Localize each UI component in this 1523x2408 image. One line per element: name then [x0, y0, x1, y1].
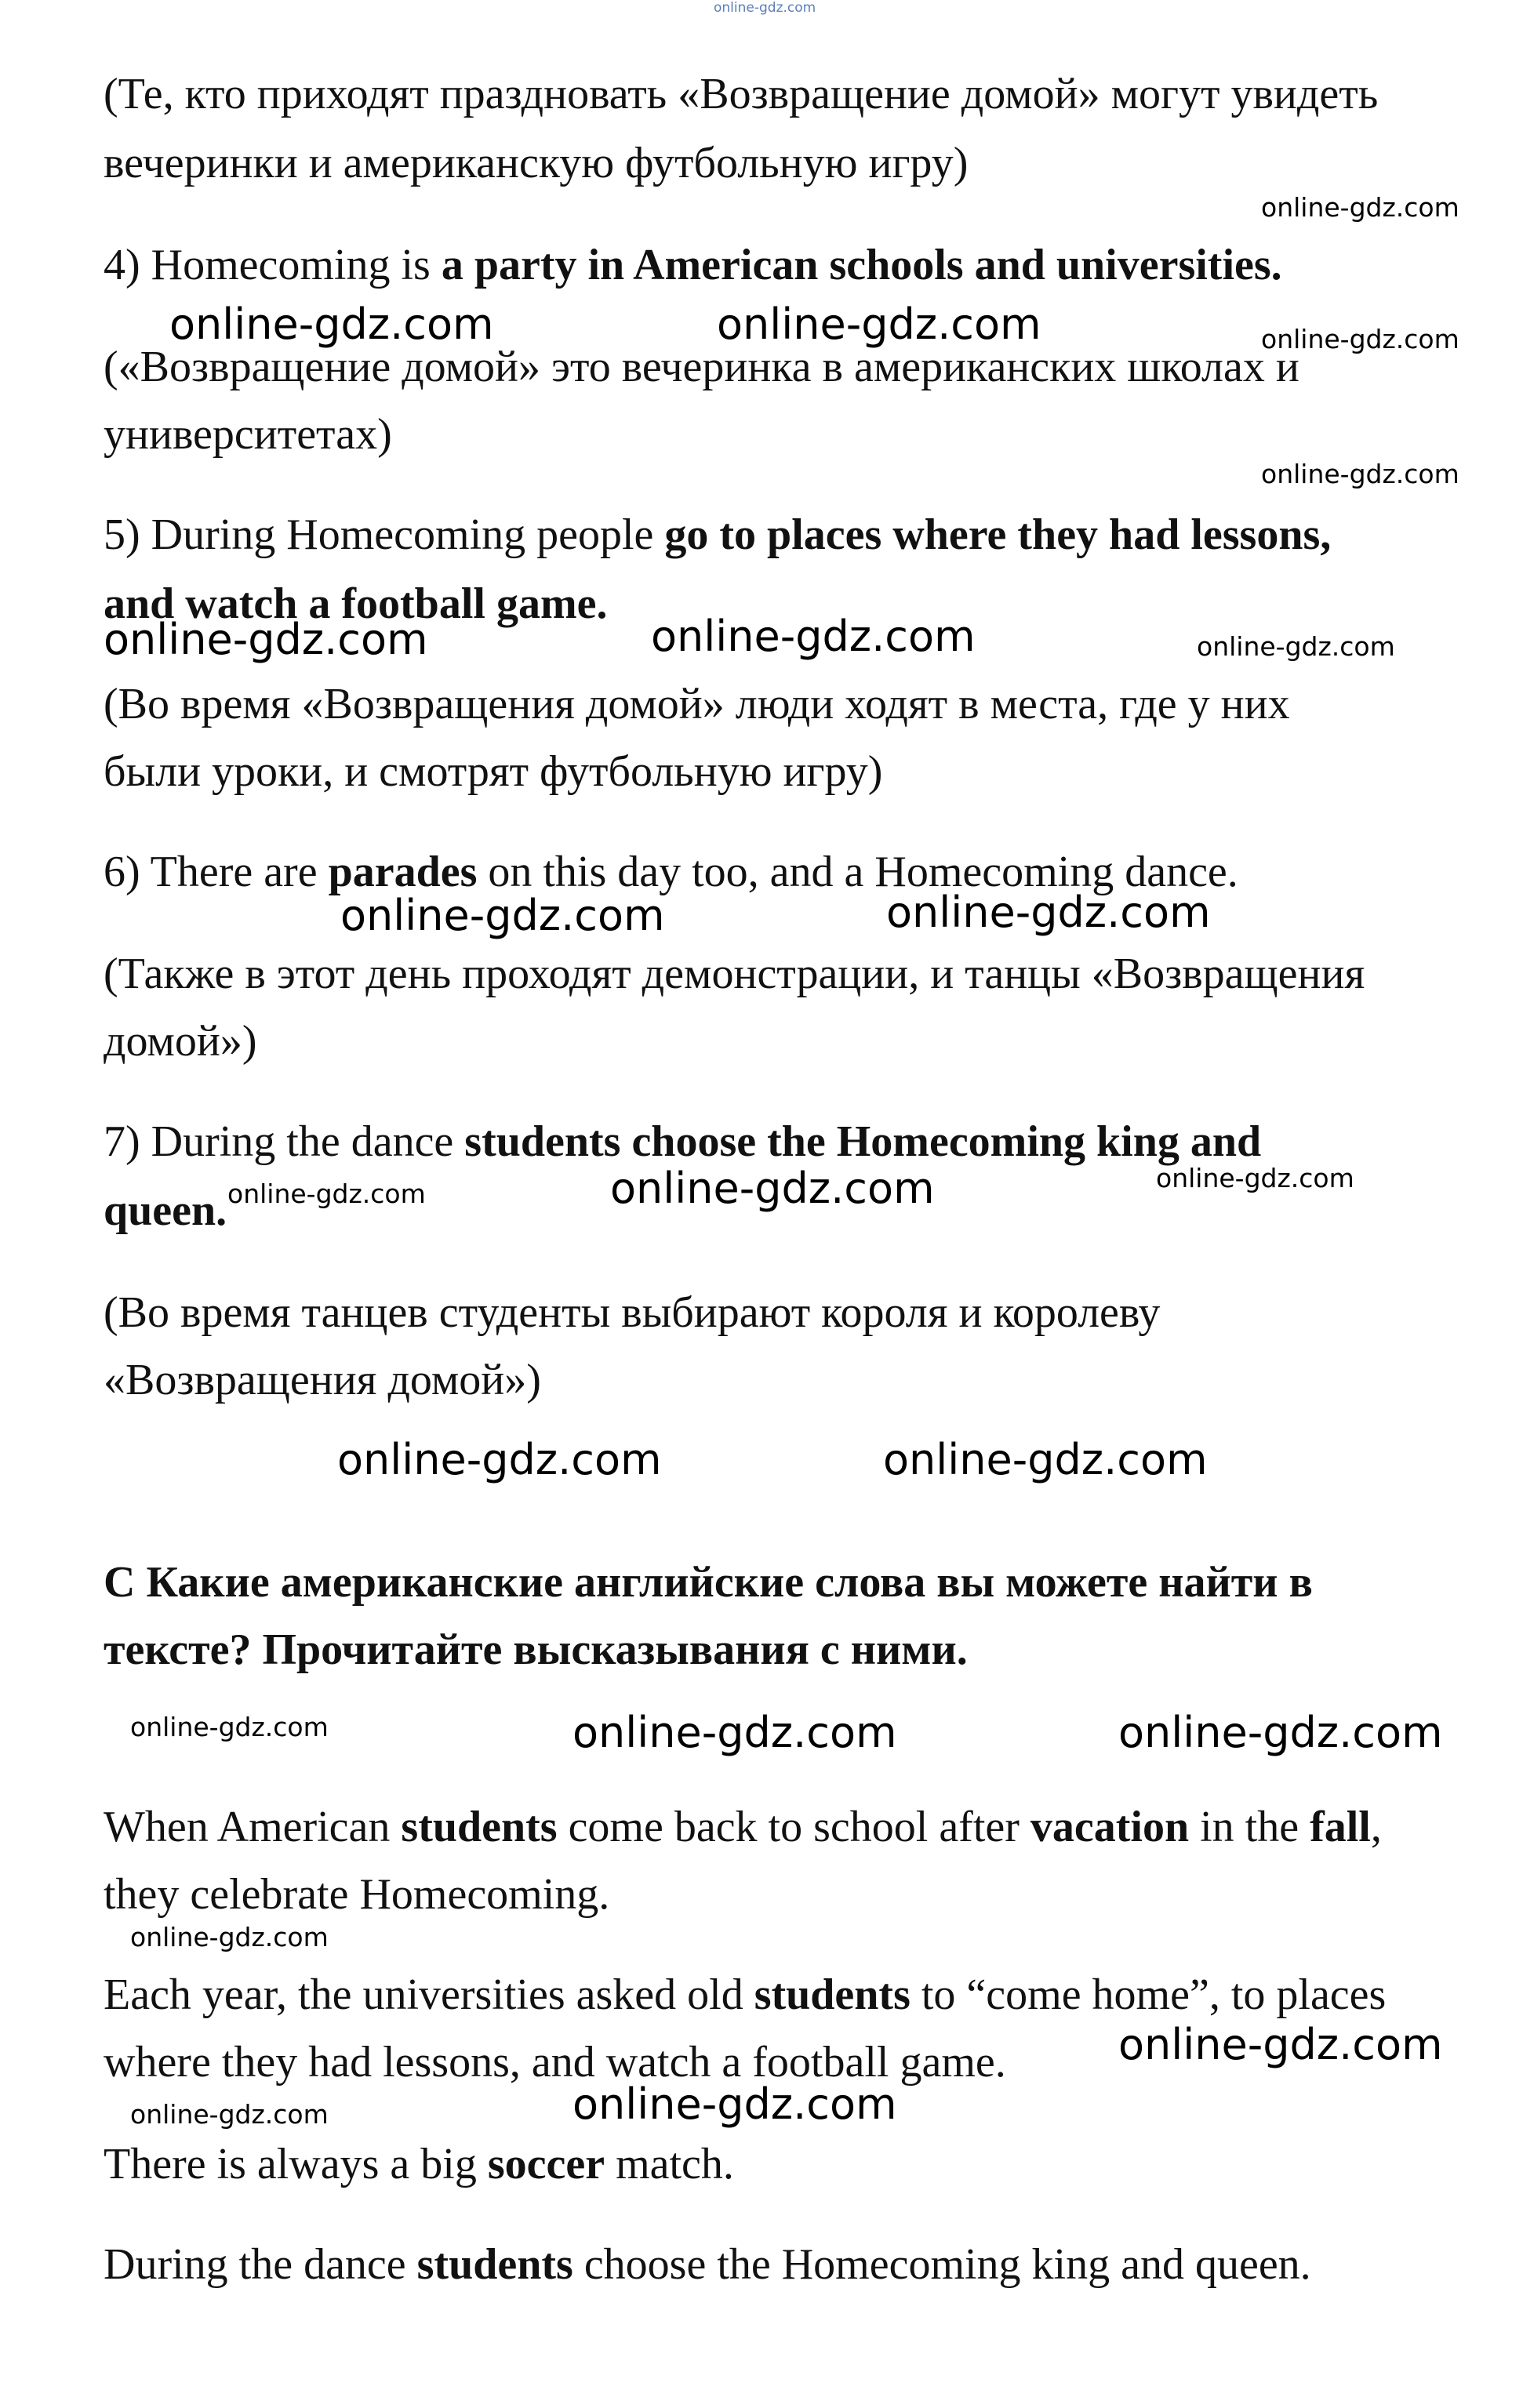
- item4-sentence: 4) Homecoming is a party in American schools and universities.: [104, 241, 1282, 289]
- item7-translation-line2: «Возвращения домой»): [104, 1356, 541, 1404]
- item7-sentence-line2: queen.: [104, 1186, 227, 1235]
- watermark: online-gdz.com: [1261, 192, 1459, 223]
- watermark: online-gdz.com: [340, 891, 665, 940]
- item6-translation-line1: (Также в этот день проходят демонстрации, и танцы «Возвращения: [104, 950, 1365, 998]
- watermark: online-gdz.com: [1197, 631, 1395, 662]
- item3-translation-line1: (Те, кто приходят праздновать «Возвращение домой» могут увидеть: [104, 70, 1379, 118]
- watermark: online-gdz.com: [227, 1179, 426, 1209]
- answer-sentence-1-line2: they celebrate Homecoming.: [104, 1870, 610, 1919]
- watermark: online-gdz.com: [651, 612, 976, 661]
- item5-translation-line2: были уроки, и смотрят футбольную игру): [104, 747, 883, 796]
- watermark: online-gdz.com: [717, 300, 1041, 349]
- answer-sentence-2-line1: Each year, the universities asked old students to “come home”, to places: [104, 1970, 1387, 2019]
- watermark: online-gdz.com: [610, 1164, 935, 1213]
- watermark: online-gdz.com: [104, 615, 428, 664]
- watermark: online-gdz.com: [883, 1435, 1208, 1484]
- section-c-heading-line2: тексте? Прочитайте высказывания с ними.: [104, 1625, 968, 1674]
- watermark: online-gdz.com: [1118, 2020, 1443, 2069]
- watermark: online-gdz.com: [1261, 324, 1459, 354]
- item5-sentence-line1: 5) During Homecoming people go to places where they had lessons,: [104, 510, 1332, 559]
- item6-sentence: 6) There are parades on this day too, and a Homecoming dance.: [104, 848, 1238, 896]
- watermark: online-gdz.com: [572, 2079, 897, 2129]
- answer-sentence-2-line2: where they had lessons, and watch a football game.: [104, 2038, 1006, 2087]
- watermark: online-gdz.com: [169, 300, 494, 349]
- watermark: online-gdz.com: [1261, 459, 1459, 489]
- item7-sentence-line1: 7) During the dance students choose the Homecoming king and: [104, 1117, 1262, 1166]
- item6-translation-line2: домой»): [104, 1017, 257, 1066]
- item7-translation-line1: (Во время танцев студенты выбирают короля и королеву: [104, 1288, 1161, 1337]
- watermark: online-gdz.com: [337, 1435, 662, 1484]
- item3-translation-line2: вечеринки и американскую футбольную игру): [104, 139, 969, 187]
- watermark: online-gdz.com: [572, 1708, 897, 1757]
- answer-sentence-1-line1: When American students come back to school after vacation in the fall,: [104, 1803, 1382, 1851]
- item5-sentence-line2: and watch a football game.: [104, 579, 608, 628]
- answer-sentence-3: There is always a big soccer match.: [104, 2140, 734, 2188]
- item4-translation-line2: университетах): [104, 410, 392, 459]
- watermark: online-gdz.com: [130, 2099, 329, 2130]
- watermark: online-gdz.com: [886, 888, 1211, 937]
- watermark: online-gdz.com: [1118, 1708, 1443, 1757]
- answer-sentence-4: During the dance students choose the Homecoming king and queen.: [104, 2240, 1311, 2289]
- section-c-heading-line1: C Какие американские английские слова вы можете найти в: [104, 1558, 1313, 1607]
- watermark: online-gdz.com: [130, 1712, 329, 1742]
- watermark: online-gdz.com: [1156, 1163, 1354, 1193]
- watermark: online-gdz.com: [130, 1922, 329, 1952]
- item5-translation-line1: (Во время «Возвращения домой» люди ходят в места, где у них: [104, 680, 1290, 728]
- item4-translation-line1: («Возвращение домой» это вечеринка в американских школах и: [104, 343, 1299, 391]
- watermark: online-gdz.com: [714, 0, 816, 16]
